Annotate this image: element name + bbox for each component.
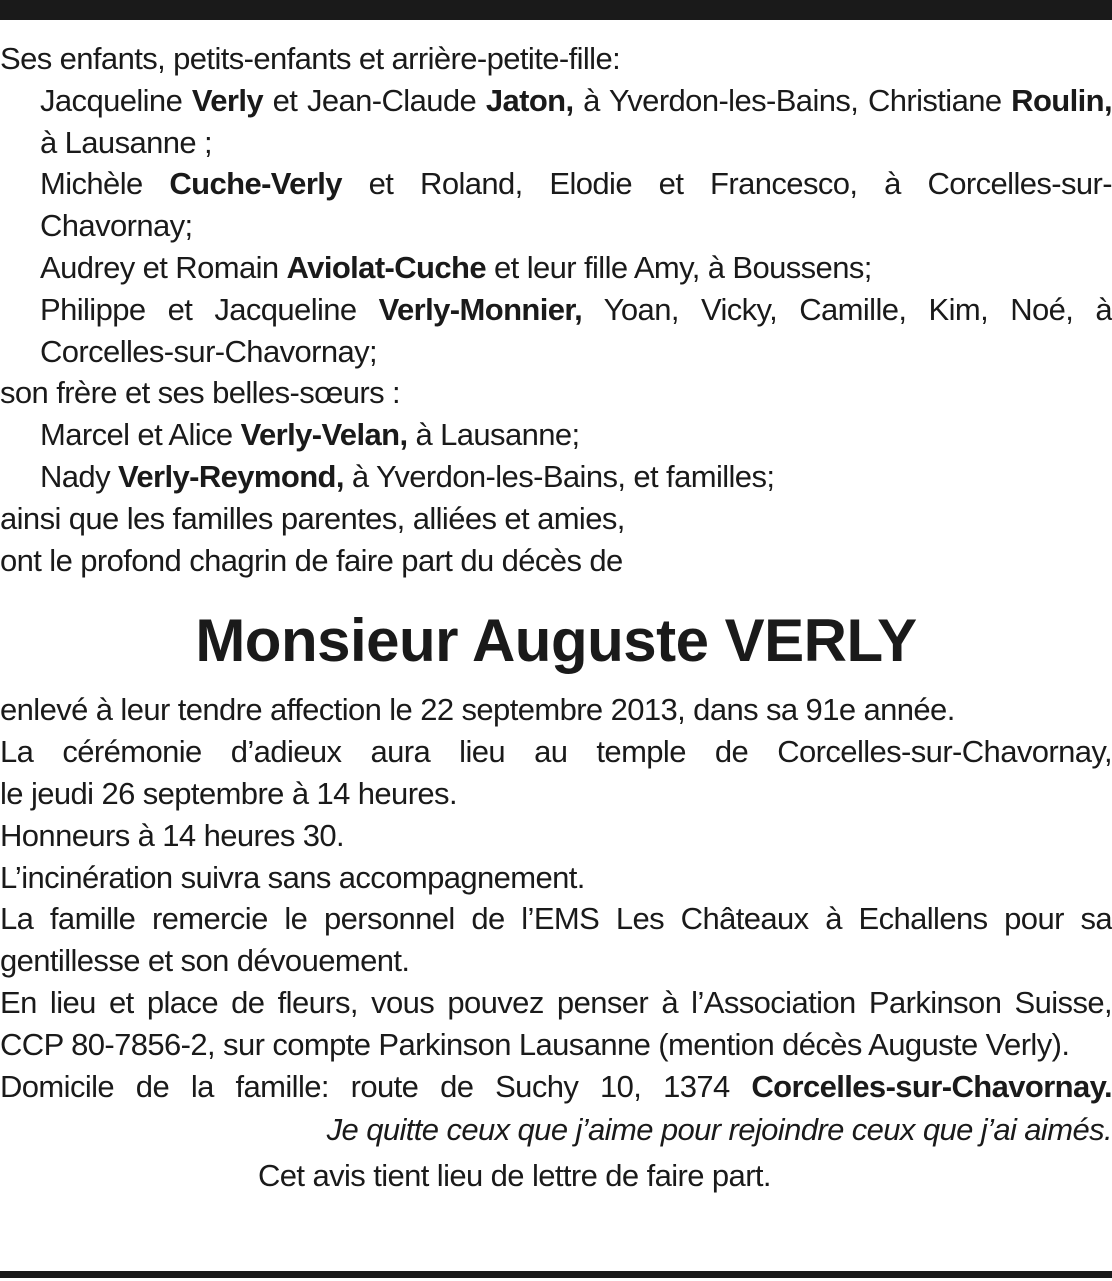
family-entry-verly-jaton [40,80,1112,164]
announce-line: ont le profond chagrin de faire part du décès de [0,542,623,578]
text: Jacqueline [40,82,192,118]
text: à Yverdon-les-Bains, et familles; [343,458,775,494]
surname: Verly-Velan, [240,417,408,453]
bottom-rule [0,1271,1112,1278]
text: Philippe et Jacqueline [40,291,379,327]
ceremony-date-line: le jeudi 26 septembre à 14 heures. [0,775,457,811]
text: Yoan, Vicky, Camille, Kim, Noé, à Corcelles-sur-Chavornay; [40,291,1112,369]
donation-paragraph: En lieu et place de fleurs, vous pouvez penser à l’Association Parkinson Suisse, CCP 80-7856-2, sur compte Parkinson Lausanne (mention décès Auguste Verly). [0,984,1112,1062]
text: à Lausanne ; [40,124,213,160]
text: Audrey et Romain [40,249,287,285]
relatives-line: ainsi que les familles parentes, alliées et amies, [0,500,625,536]
ceremony-line: La cérémonie d’adieux aura lieu au temple de Corcelles-sur-Chavornay, [0,734,1112,770]
honours-line: Honneurs à 14 heures 30. [0,817,345,853]
family-entry-aviolat-cuche [40,247,1112,289]
text: Marcel et Alice [40,417,241,453]
incineration-line: L’incinération suivra sans accompagnement. [0,859,585,895]
death-line: enlevé à leur tendre affection le 22 septembre 2013, dans sa 91e année. [0,692,955,728]
text: et Jean-Claude [263,82,486,118]
deceased-name: Monsieur Auguste VERLY [195,607,917,675]
text: à Lausanne; [407,417,580,453]
domicile-line [0,1066,1112,1108]
closing-line: Cet avis tient lieu de lettre de faire part. [258,1158,771,1194]
surname: Cuche-Verly [169,166,342,202]
surname: Verly-Monnier, [378,291,583,327]
obituary-notice [0,38,1112,1197]
text: Nady [40,458,118,494]
text: Michèle [40,166,170,202]
family-entry-cuche-verly [40,163,1112,247]
siblings-intro: son frère et ses belles-sœurs : [0,375,401,411]
epitaph-quote: Je quitte ceux que j’aime pour rejoindre ceux que j’ai aimés. [326,1112,1112,1148]
sibling-entry-verly-reymond [40,456,1112,498]
intro-line: Ses enfants, petits-enfants et arrière-petite-fille: [0,41,621,76]
surname: Verly [191,82,263,118]
text: et leur fille Amy, à Boussens; [486,249,872,285]
text: Domicile de la famille: route de Suchy 10, 1374 [0,1068,752,1104]
surname: Verly-Reymond, [117,458,344,494]
top-rule [0,0,1112,20]
surname: Jaton, [485,82,574,118]
text: et Roland, Elodie et Francesco, à Corcelles-sur-Chavornay; [40,166,1112,244]
text: à Yverdon-les-Bains, Christiane [573,82,1012,118]
surname: Aviolat-Cuche [286,249,487,285]
domicile-place: Corcelles-sur-Chavornay. [751,1068,1112,1104]
thanks-paragraph: La famille remercie le personnel de l’EMS Les Châteaux à Echallens pour sa gentillesse et son dévouement. [0,901,1112,979]
family-entry-verly-monnier [40,289,1112,373]
sibling-entry-verly-velan [40,414,1112,456]
surname: Roulin, [1011,82,1112,118]
